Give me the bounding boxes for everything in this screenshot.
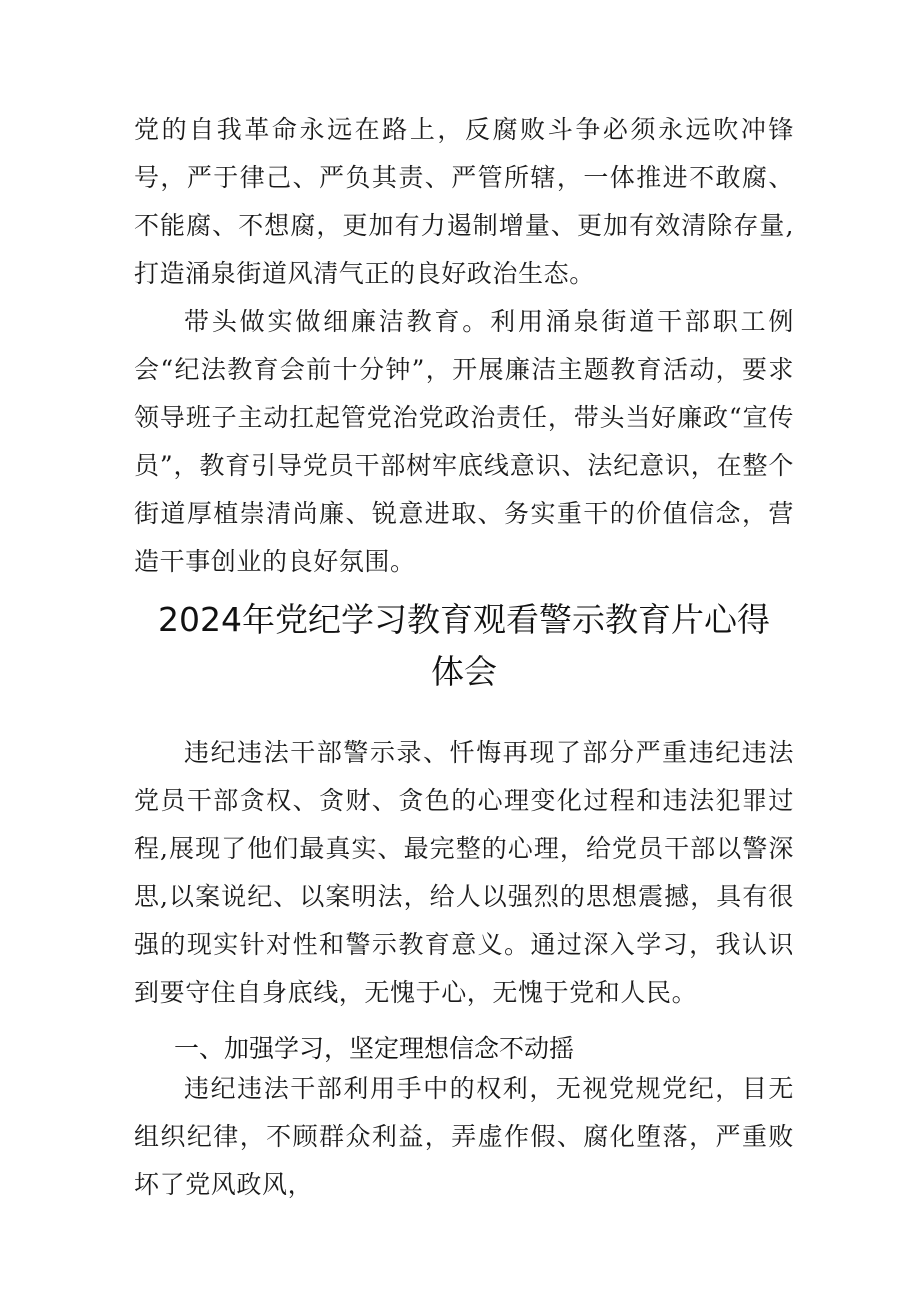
paragraph-section-1: 违纪违法干部利用手中的权利，无视党规党纪，目无组织纪律，不顾群众利益，弄虚作假、腐化堕落，严重败坏了党风政风， <box>134 1074 794 1199</box>
title-line-2: 体会 <box>431 652 497 691</box>
paragraph-intro: 违纪违法干部警示录、忏悔再现了部分严重违纪违法党员干部贪权、贪财、贪色的心理变化过程和违法犯罪过程,展现了他们最真实、最完整的心理，给党员干部以警深思,以案说纪、以案明法，给人以强烈的思想震撼，具有很强的现实针对性和警示教育意义。通过深入学习，我认识到要守住自身底线，无愧于心，无愧于党和人民。 <box>134 738 794 1007</box>
paragraph-continuation: 党的自我革命永远在路上，反腐败斗争必须永远吹冲锋号，严于律己、严负其责、严管所辖，一体推进不敢腐、不能腐、不想腐，更加有力遏制增量、更加有效清除存量,打造涌泉街道风清气正的良好政治生态。 <box>134 115 794 288</box>
section-heading-1: 一、加强学习，坚定理想信念不动摇 <box>174 1034 575 1063</box>
title-line-1: 2024年党纪学习教育观看警示教育片心得 <box>158 600 770 639</box>
paragraph-integrity-education: 带头做实做细廉洁教育。利用涌泉街道干部职工例会“纪法教育会前十分钟”，开展廉洁主题教育活动，要求领导班子主动扛起管党治党政治责任，带头当好廉政“宣传员”，教育引导党员干部树牢底线意识、法纪意识，在整个街道厚植崇清尚廉、锐意进取、务实重干的价值信念，营造干事创业的良好氛围。 <box>134 307 794 576</box>
document-title <box>134 594 794 698</box>
